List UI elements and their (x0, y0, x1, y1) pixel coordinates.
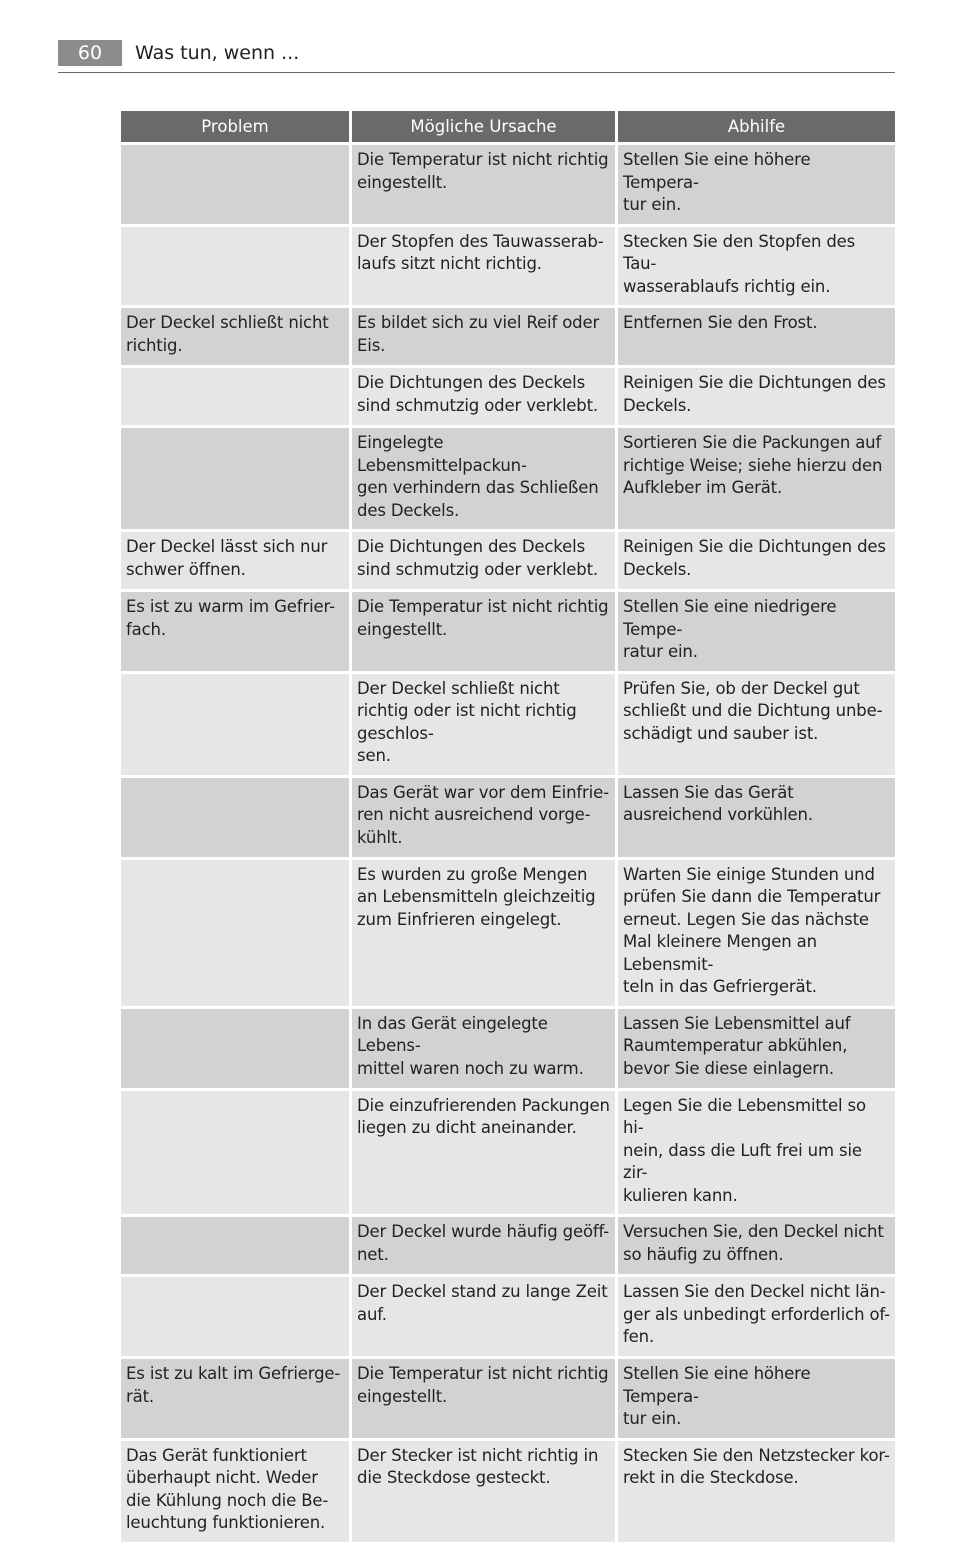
remedy-cell: Entfernen Sie den Frost. (618, 308, 895, 365)
problem-cell (121, 227, 349, 306)
remedy-cell: Reinigen Sie die Dichtungen des Deckels. (618, 368, 895, 425)
column-header-cause: Mögliche Ursache (352, 111, 615, 142)
problem-cell: Das Gerät funktioniert überhaupt nicht. Weder die Kühlung noch die Be- leuchtung funktionieren. (121, 1441, 349, 1542)
remedy-cell: Warten Sie einige Stunden und prüfen Sie dann die Temperatur erneut. Legen Sie das nächste Mal kleinere Mengen an Lebensmit- teln in das Gefriergerät. (618, 860, 895, 1006)
table-row (121, 428, 895, 529)
problem-cell (121, 778, 349, 857)
problem-cell (121, 1091, 349, 1215)
table-row (121, 860, 895, 1006)
table-row (121, 778, 895, 857)
cause-cell: Die Dichtungen des Deckels sind schmutzig oder verklebt. (352, 532, 615, 589)
cause-cell: Die Temperatur ist nicht richtig eingestellt. (352, 145, 615, 224)
table-row (121, 145, 895, 224)
cause-cell: Der Stopfen des Tauwasserab- laufs sitzt nicht richtig. (352, 227, 615, 306)
cause-cell: Die Dichtungen des Deckels sind schmutzig oder verklebt. (352, 368, 615, 425)
cause-cell: Es bildet sich zu viel Reif oder Eis. (352, 308, 615, 365)
problem-cell (121, 1277, 349, 1356)
page-number: 60 (58, 40, 122, 66)
remedy-cell: Versuchen Sie, den Deckel nicht so häufig zu öffnen. (618, 1217, 895, 1274)
problem-cell (121, 674, 349, 775)
table-row (121, 308, 895, 365)
column-header-remedy: Abhilfe (618, 111, 895, 142)
remedy-cell: Stellen Sie eine höhere Tempera- tur ein. (618, 145, 895, 224)
problem-cell (121, 860, 349, 1006)
remedy-cell: Lassen Sie das Gerät ausreichend vorkühlen. (618, 778, 895, 857)
cause-cell: Die Temperatur ist nicht richtig eingestellt. (352, 1359, 615, 1438)
problem-cell (121, 1217, 349, 1274)
troubleshooting-table (118, 108, 898, 1545)
table-row (121, 1277, 895, 1356)
remedy-cell: Sortieren Sie die Packungen auf richtige Weise; siehe hierzu den Aufkleber im Gerät. (618, 428, 895, 529)
remedy-cell: Legen Sie die Lebensmittel so hi- nein, dass die Luft frei um sie zir- kulieren kann. (618, 1091, 895, 1215)
table-row (121, 592, 895, 671)
problem-cell: Es ist zu kalt im Gefrierge- rät. (121, 1359, 349, 1438)
table-header-row (121, 111, 895, 142)
table-row (121, 532, 895, 589)
remedy-cell: Lassen Sie Lebensmittel auf Raumtemperatur abkühlen, bevor Sie diese einlagern. (618, 1009, 895, 1088)
table-row (121, 368, 895, 425)
problem-cell (121, 1009, 349, 1088)
remedy-cell: Stecken Sie den Netzstecker kor- rekt in die Steckdose. (618, 1441, 895, 1542)
table-row (121, 1009, 895, 1088)
remedy-cell: Reinigen Sie die Dichtungen des Deckels. (618, 532, 895, 589)
cause-cell: Es wurden zu große Mengen an Lebensmitteln gleichzeitig zum Einfrieren eingelegt. (352, 860, 615, 1006)
table-row (121, 1441, 895, 1542)
cause-cell: Das Gerät war vor dem Einfrie- ren nicht ausreichend vorge- kühlt. (352, 778, 615, 857)
remedy-cell: Stellen Sie eine höhere Tempera- tur ein. (618, 1359, 895, 1438)
page-header (58, 40, 895, 73)
table-row (121, 674, 895, 775)
cause-cell: In das Gerät eingelegte Lebens- mittel waren noch zu warm. (352, 1009, 615, 1088)
problem-cell (121, 428, 349, 529)
remedy-cell: Prüfen Sie, ob der Deckel gut schließt und die Dichtung unbe- schädigt und sauber ist. (618, 674, 895, 775)
cause-cell: Der Deckel schließt nicht richtig oder ist nicht richtig geschlos- sen. (352, 674, 615, 775)
cause-cell: Der Deckel wurde häufig geöff- net. (352, 1217, 615, 1274)
table-row (121, 1359, 895, 1438)
table-row (121, 1091, 895, 1215)
column-header-problem: Problem (121, 111, 349, 142)
section-title: Was tun, wenn ... (135, 42, 300, 64)
cause-cell: Eingelegte Lebensmittelpackun- gen verhindern das Schließen des Deckels. (352, 428, 615, 529)
problem-cell: Es ist zu warm im Gefrier- fach. (121, 592, 349, 671)
problem-cell (121, 145, 349, 224)
problem-cell: Der Deckel schließt nicht richtig. (121, 308, 349, 365)
table-row (121, 1217, 895, 1274)
remedy-cell: Lassen Sie den Deckel nicht län- ger als unbedingt erforderlich of- fen. (618, 1277, 895, 1356)
cause-cell: Der Stecker ist nicht richtig in die Steckdose gesteckt. (352, 1441, 615, 1542)
table-row (121, 227, 895, 306)
cause-cell: Der Deckel stand zu lange Zeit auf. (352, 1277, 615, 1356)
cause-cell: Die einzufrierenden Packungen liegen zu dicht aneinander. (352, 1091, 615, 1215)
remedy-cell: Stellen Sie eine niedrigere Tempe- ratur ein. (618, 592, 895, 671)
cause-cell: Die Temperatur ist nicht richtig eingestellt. (352, 592, 615, 671)
problem-cell: Der Deckel lässt sich nur schwer öffnen. (121, 532, 349, 589)
remedy-cell: Stecken Sie den Stopfen des Tau- wasserablaufs richtig ein. (618, 227, 895, 306)
problem-cell (121, 368, 349, 425)
